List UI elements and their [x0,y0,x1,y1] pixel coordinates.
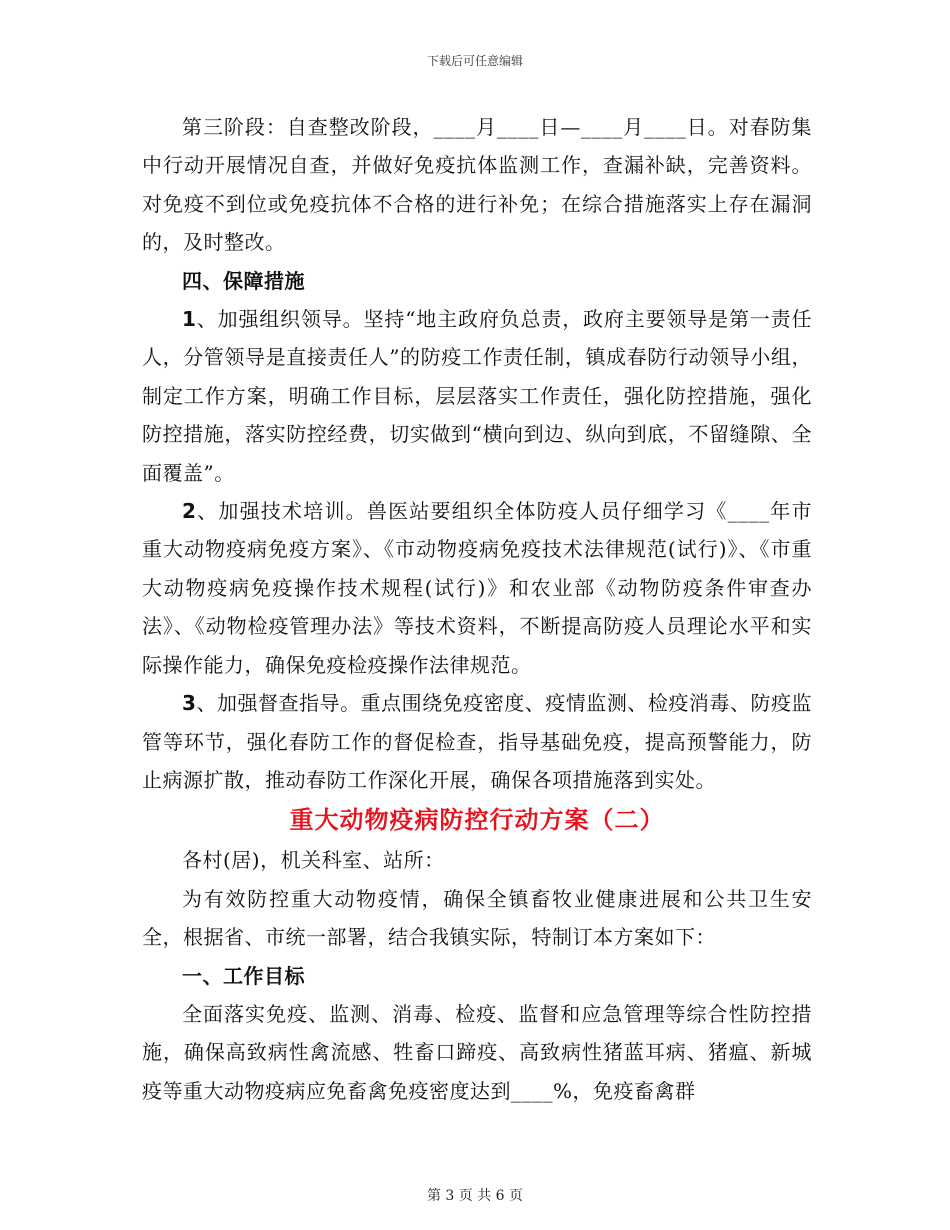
measure-text: 、加强组织领导。坚持“地主政府负总责，政府主要领导是第一责任人，分管领导是直接责任人”的防疫工作责任制，镇成春防行动领导小组，制定工作方案，明确工作目标，层层落实工作责任，强化防控措施，强化防控措施，落实防控经费，切实做到“横向到边、纵向到底，不留缝隙、全面覆盖”。 [142,307,812,485]
measure-number: 1 [182,307,197,332]
document-body [142,108,812,1110]
measure-text: 、加强技术培训。兽医站要组织全体防疫人员仔细学习《____年市重大动物疫病免疫方案》、《市动物疫病免疫技术法律规范(试行)》、《市重大动物疫病免疫操作技术规程(试行)》和农业部《动物防疫条件审查办法》、《动物检疫管理办法》等技术资料，不断提高防疫人员理论水平和实际操作能力，确保免疫检疫操作法律规范。 [142,499,812,677]
paragraph-goals: 全面落实免疫、监测、消毒、检疫、监督和应急管理等综合性防控措施，确保高致病性禽流感、牲畜口蹄疫、高致病性猪蓝耳病、猪瘟、新城疫等重大动物疫病应免畜禽免疫密度达到____%，免疫畜禽群 [142,1001,812,1103]
document-title-part-two: 重大动物疫病防控行动方案（二） [289,806,665,835]
paragraph-measure-2 [142,492,812,684]
paragraph-measure-1 [142,300,812,492]
page-footer: 第 3 页 共 6 页 [426,1188,524,1204]
measure-number: 2 [182,499,197,524]
measure-number: 3 [182,691,197,716]
measure-text: 、加强督查指导。重点围绕免疫密度、疫情监测、检疫消毒、防疫监管等环节，强化春防工作的督促检查，指导基础免疫，提高预警能力，防止病源扩散，推动春防工作深化开展，确保各项措施落到实处。 [142,691,812,792]
paragraph-measure-3 [142,684,812,799]
paragraph-phase-three: 第三阶段：自查整改阶段，____月____日—____月____日。对春防集中行动开展情况自查，并做好免疫抗体监测工作，查漏补缺，完善资料。对免疫不到位或免疫抗体不合格的进行补免；在综合措施落实上存在漏洞的，及时整改。 [142,115,812,255]
section-heading-safeguards: 四、保障措施 [182,268,305,293]
salutation: 各村(居)，机关科室、站所： [182,848,445,873]
paragraph-intro: 为有效防控重大动物疫情，确保全镇畜牧业健康进展和公共卫生安全，根据省、市统一部署，结合我镇实际，特制订本方案如下： [142,886,812,950]
section-heading-goals: 一、工作目标 [182,963,305,988]
page-header: 下载后可任意编辑 [426,54,523,68]
